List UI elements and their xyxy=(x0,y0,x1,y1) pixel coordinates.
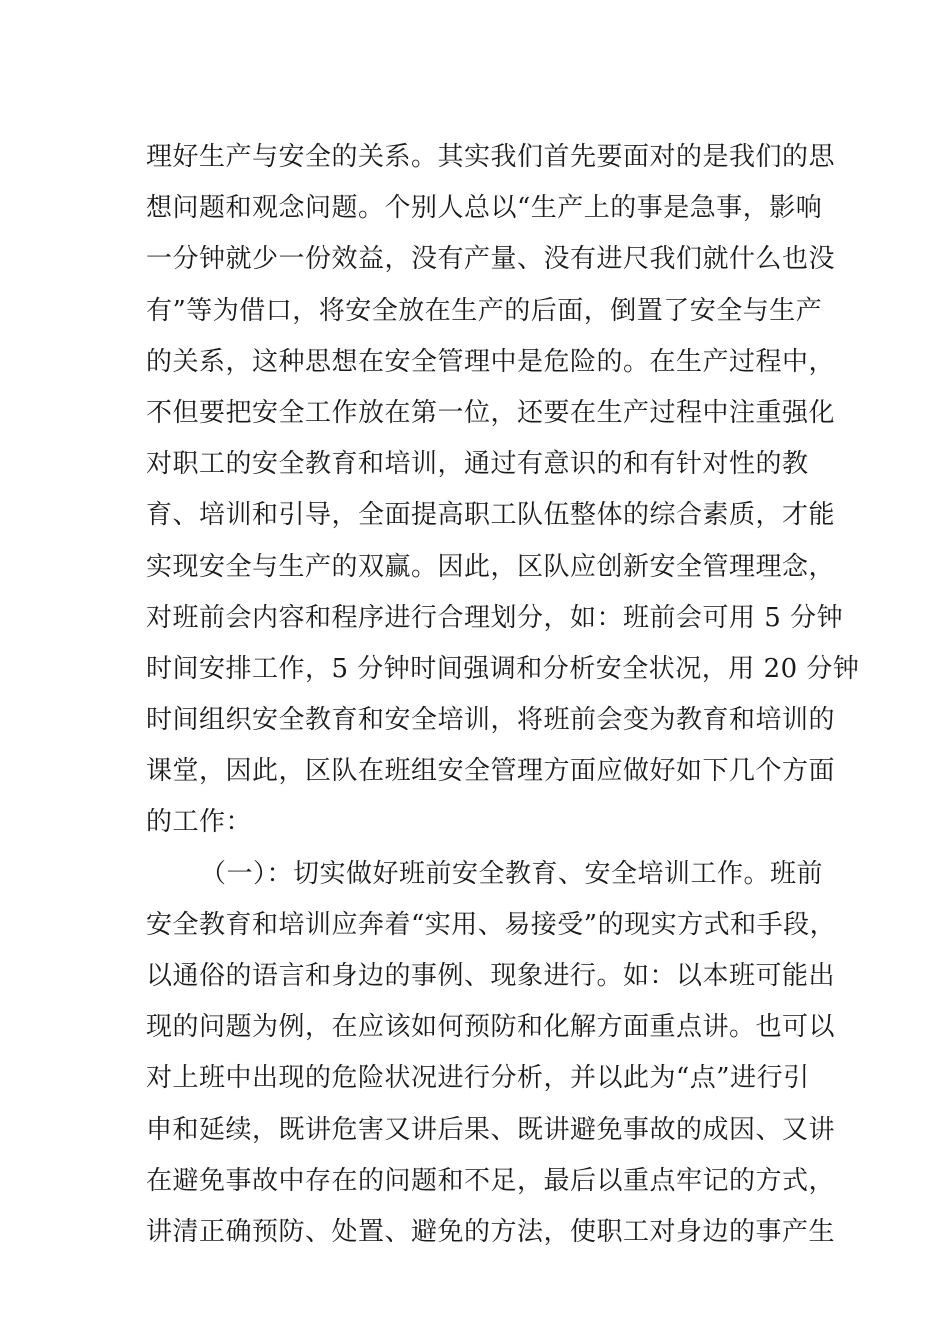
text-line: 对上班中出现的危险状况进行分析，并以此为“点”进行引 xyxy=(146,1063,810,1094)
text-line: 育、培训和引导，全面提高职工队伍整体的综合素质，才能 xyxy=(146,500,836,531)
body-text xyxy=(146,132,860,1258)
text-line: 安全教育和培训应奔着“实用、易接受”的现实方式和手段， xyxy=(146,909,837,940)
text-line: 课堂，因此，区队在班组安全管理方面应做好如下几个方面 xyxy=(146,756,836,787)
text-line: 在避免事故中存在的问题和不足，最后以重点牢记的方式， xyxy=(146,1165,836,1196)
text-line: 现的问题为例，在应该如何预防和化解方面重点讲。也可以 xyxy=(146,1012,836,1043)
text-line: 讲清正确预防、处置、避免的方法，使职工对身边的事产生 xyxy=(146,1216,836,1247)
text-line: 不但要把安全工作放在第一位，还要在生产过程中注重强化 xyxy=(146,397,836,428)
text-line: 有”等为借口，将安全放在生产的后面，倒置了安全与生产 xyxy=(146,295,823,326)
text-line: 对班前会内容和程序进行合理划分，如：班前会可用 5 分钟 xyxy=(146,602,844,633)
text-line: 的工作： xyxy=(146,807,253,838)
text-line: 以通俗的语言和身边的事例、现象进行。如：以本班可能出 xyxy=(146,961,836,991)
text-line: 对职工的安全教育和培训，通过有意识的和有针对性的教 xyxy=(146,449,809,480)
text-line: 一分钟就少一份效益，没有产量、没有进尺我们就什么也没 xyxy=(146,244,836,275)
text-line: 申和延续，既讲危害又讲后果、既讲避免事故的成因、又讲 xyxy=(146,1114,836,1145)
text-line: 实现安全与生产的双赢。因此，区队应创新安全管理理念， xyxy=(146,551,836,582)
text-line: 的关系，这种思想在安全管理中是危险的。在生产过程中， xyxy=(146,346,836,377)
text-line: 想问题和观念问题。个别人总以“生产上的事是急事，影响 xyxy=(146,193,823,224)
text-line: 理好生产与安全的关系。其实我们首先要面对的是我们的思 xyxy=(146,142,836,172)
section-heading-line: （一）：切实做好班前安全教育、安全培训工作。班前 xyxy=(200,858,824,889)
text-line: 时间安排工作，5 分钟时间强调和分析安全状况，用 20 分钟 xyxy=(146,653,860,684)
text-line: 时间组织安全教育和安全培训，将班前会变为教育和培训的 xyxy=(146,705,836,736)
